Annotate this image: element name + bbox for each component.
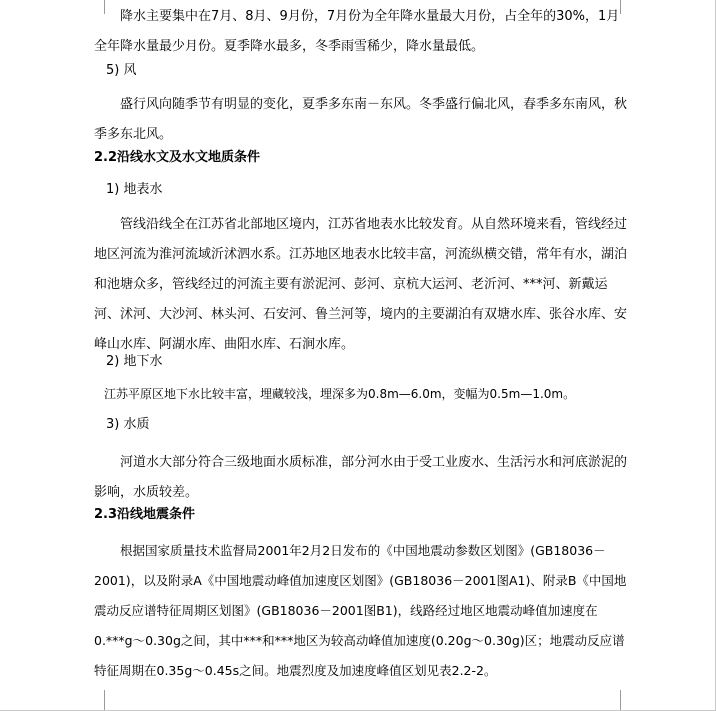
heading-groundwater: 2) 地下水 [106,354,163,369]
paragraph-groundwater: 江苏平原区地下水比较丰富，埋藏较浅，埋深多为0.8m—6.0m，变幅为0.5m—1.0m。 [104,387,576,401]
heading-surface-water: 1) 地表水 [106,182,163,197]
paragraph-rainfall: 降水主要集中在7月、8月、9月份，7月份为全年降水量最大月份，占全年的30%，1月全年降水量最少月份。夏季降水最多，冬季雨雪稀少，降水量最低。 [94,9,620,54]
paragraph-earthquake: 根据国家质量技术监督局2001年2月2日发布的《中国地震动参数区划图》(GB18036－2001)，以及附录A《中国地震动峰值加速度区划图》(GB18036－2001图A1)、附录B《中国地震动反应谱特征周期区划图》(GB18036－2001图B1)，线路经过地区地震动峰值加速度在0.***g～0.30g之间，其中***和***地区为较高动峰值加速度(0.20g～0.30g)区；地震动反应谱特征周期在0.35g～0.45s之间。地震烈度及加速度峰值区划见表2.2-2。 [94,543,627,678]
heading-section-2-3: 2.3沿线地震条件 [94,507,196,522]
paragraph-wind: 盛行风向随季节有明显的变化，夏季多东南－东风。冬季盛行偏北风，春季多东南风，秋季多东北风。 [94,97,628,142]
paragraph-surface-water: 管线沿线全在江苏省北部地区境内，江苏省地表水比较发育。从自然环境来看，管线经过地区河流为淮河流域沂沭泗水系。江苏地区地表水比较丰富，河流纵横交错，常年有水，湖泊和池塘众多，管线经过的河流主要有淤泥河、彭河、京杭大运河、老沂河、***河、新戴运河、沭河、大沙河、林头河、石安河、鲁兰河等，境内的主要湖泊有双塘水库、张谷水库、安峰山水库、阿湖水库、曲阳水库、石涧水库。 [94,217,628,352]
crop-mark-bottom-left [90,690,105,710]
heading-section-2-2: 2.2沿线水文及水文地质条件 [94,150,261,165]
paragraph-water-quality: 河道水大部分符合三级地面水质标准，部分河水由于受工业废水、生活污水和河底淤泥的影响，水质较差。 [94,455,628,500]
crop-mark-bottom-right [620,690,635,710]
heading-wind: 5) 风 [106,63,137,78]
heading-water-quality: 3) 水质 [106,417,150,432]
